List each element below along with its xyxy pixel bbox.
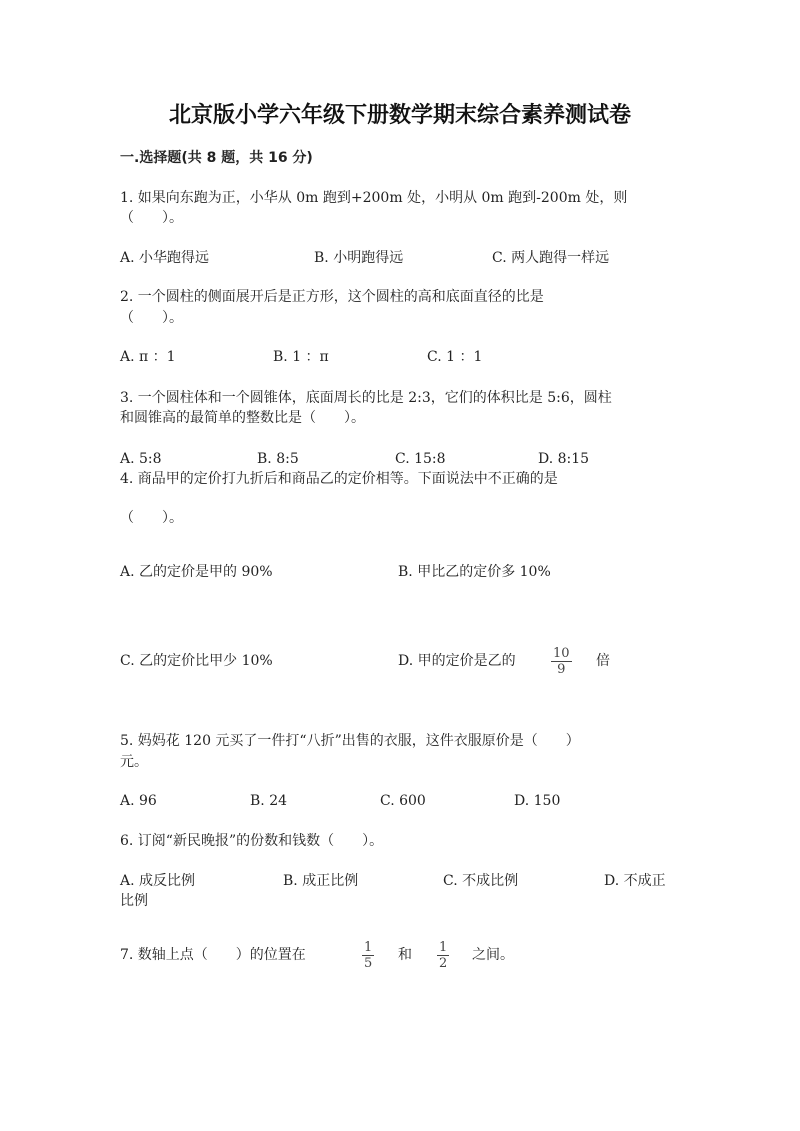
q4-option-d-suffix: 倍: [596, 653, 610, 669]
q4-option-c: C. 乙的定价比甲少 10%: [120, 653, 273, 669]
q5-line2: 元。: [120, 754, 148, 770]
q4-line1: 4. 商品甲的定价打九折后和商品乙的定价相等。下面说法中不正确的是: [120, 471, 558, 487]
fraction-10-9: [551, 646, 572, 677]
q7-and: 和: [398, 947, 412, 963]
q6-option-c: C. 不成比例: [443, 873, 519, 889]
q5-option-d: D. 150: [514, 793, 561, 809]
q3-option-d: D. 8:15: [538, 451, 590, 467]
section-heading: 一.选择题(共 8 题，共 16 分): [120, 150, 313, 166]
q3-line2: 和圆锥高的最简单的整数比是（ ）。: [120, 410, 365, 426]
q6-option-d: D. 不成正: [604, 873, 666, 889]
q2-option-a: A. π ：1: [120, 349, 176, 365]
q5-option-c: C. 600: [380, 793, 426, 809]
fraction-1-2: [437, 940, 449, 971]
q4-option-d: D. 甲的定价是乙的: [398, 653, 516, 669]
q6-option-d-wrap: 比例: [120, 893, 148, 909]
fraction-denominator: 9: [557, 662, 566, 677]
q6-line1: 6. 订阅“新民晚报”的份数和钱数（ ）。: [120, 833, 384, 849]
q4-line2: （ ）。: [120, 510, 183, 526]
q7-suffix: 之间。: [472, 947, 514, 963]
q6-option-b: B. 成正比例: [283, 873, 359, 889]
q4-option-a: A. 乙的定价是甲的 90%: [120, 564, 273, 580]
fraction-numerator: 1: [364, 940, 373, 955]
fraction-numerator: 1: [439, 940, 448, 955]
q7-line1: 7. 数轴上点（ ）的位置在: [120, 947, 306, 963]
q3-option-b: B. 8:5: [257, 451, 299, 467]
fraction-numerator: 10: [553, 646, 570, 661]
q2-option-c: C. 1 ：1: [427, 349, 483, 365]
q3-option-a: A. 5:8: [120, 451, 162, 467]
q1-option-c: C. 两人跑得一样远: [492, 250, 610, 266]
q5-line1: 5. 妈妈花 120 元买了一件打“八折”出售的衣服，这件衣服原价是（ ）: [120, 733, 580, 749]
fraction-denominator: 2: [439, 956, 448, 971]
page-title: 北京版小学六年级下册数学期末综合素养测试卷: [168, 103, 631, 128]
q2-line2: （ ）。: [120, 310, 183, 326]
q3-line1: 3. 一个圆柱体和一个圆锥体，底面周长的比是 2:3，它们的体积比是 5:6，圆柱: [120, 390, 612, 406]
q1-option-a: A. 小华跑得远: [120, 250, 210, 266]
fraction-1-5: [362, 940, 374, 971]
q3-option-c: C. 15:8: [395, 451, 446, 467]
q2-line1: 2. 一个圆柱的侧面展开后是正方形，这个圆柱的高和底面直径的比是: [120, 289, 544, 305]
q6-option-a: A. 成反比例: [120, 873, 196, 889]
q1-line2: （ ）。: [120, 210, 183, 226]
q4-option-b: B. 甲比乙的定价多 10%: [398, 564, 551, 580]
q1-option-b: B. 小明跑得远: [314, 250, 404, 266]
fraction-denominator: 5: [364, 956, 373, 971]
q5-option-b: B. 24: [250, 793, 288, 809]
q5-option-a: A. 96: [120, 793, 157, 809]
q1-line1: 1. 如果向东跑为正，小华从 0m 跑到+200m 处，小明从 0m 跑到-200m 处，则: [120, 190, 628, 206]
q2-option-b: B. 1 ：π: [273, 349, 329, 365]
